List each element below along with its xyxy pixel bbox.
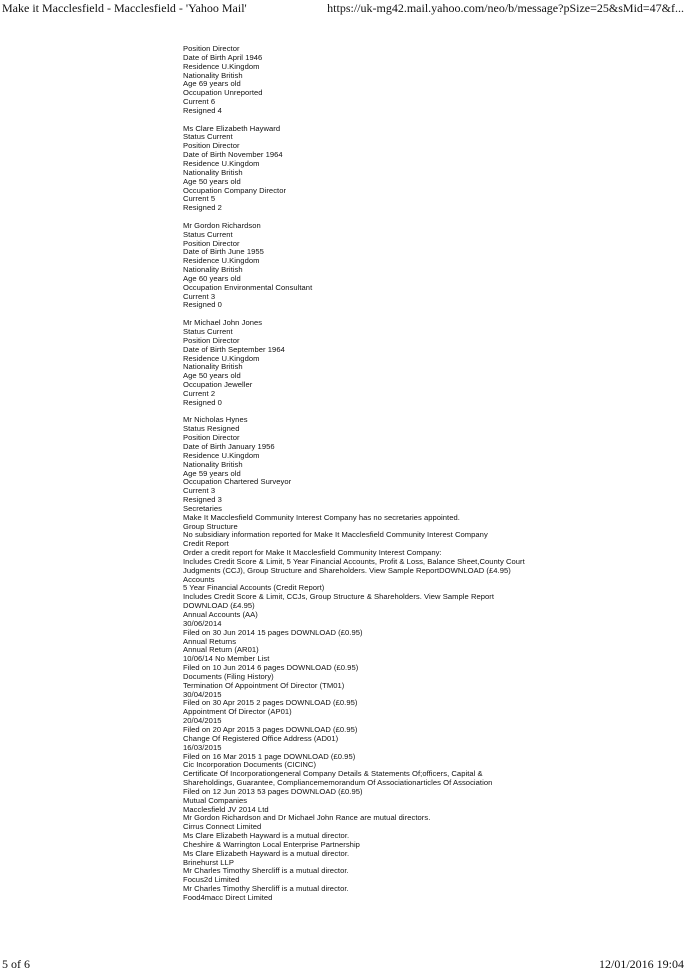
text-line: Residence U.Kingdom xyxy=(183,256,260,266)
text-line: Residence U.Kingdom xyxy=(183,353,260,363)
text-line: Order a credit report for Make It Macclesfield Community Interest Company: xyxy=(183,548,442,558)
text-line: Accounts xyxy=(183,574,215,584)
text-line: Appointment Of Director (AP01) xyxy=(183,707,292,717)
text-line: Mr Gordon Richardson xyxy=(183,220,261,230)
text-line: Age 50 years old xyxy=(183,176,241,186)
text-line: Filed on 16 Mar 2015 1 page DOWNLOAD (£0.95) xyxy=(183,751,356,761)
text-line: Documents (Filing History) xyxy=(183,671,274,681)
text-line: Resigned 0 xyxy=(183,397,222,407)
text-line: Residence U.Kingdom xyxy=(183,158,260,168)
text-line: Macclesfield JV 2014 Ltd xyxy=(183,804,269,814)
text-line: Date of Birth November 1964 xyxy=(183,150,283,160)
text-line: Mr Nicholas Hynes xyxy=(183,415,248,425)
text-line: Mr Gordon Richardson and Dr Michael John Rance are mutual directors. xyxy=(183,813,431,823)
text-line: Age 59 years old xyxy=(183,468,241,478)
text-line: Annual Return (AR01) xyxy=(183,645,259,655)
text-line: Ms Clare Elizabeth Hayward xyxy=(183,123,281,133)
text-line: DOWNLOAD (£4.95) xyxy=(183,601,255,611)
text-line: Resigned 0 xyxy=(183,300,222,310)
text-line: Cic Incorporation Documents (CICINC) xyxy=(183,760,317,770)
text-line: 10/06/14 No Member List xyxy=(183,654,270,664)
text-line: Shareholdings, Guarantee, Compliancememorandum Of Associationarticles Of Association xyxy=(183,778,493,788)
text-line: Ms Clare Elizabeth Hayward is a mutual director. xyxy=(183,848,350,858)
text-line: Nationality British xyxy=(183,459,243,469)
text-line: Termination Of Appointment Of Director (TM01) xyxy=(183,680,345,690)
text-line: Occupation Chartered Surveyor xyxy=(183,477,292,487)
text-line: Resigned 2 xyxy=(183,203,222,213)
text-line: Position Director xyxy=(183,238,240,248)
text-line: Nationality British xyxy=(183,167,243,177)
text-line: Cheshire & Warrington Local Enterprise Partnership xyxy=(183,839,360,849)
text-line: Group Structure xyxy=(183,521,238,531)
text-line: Filed on 10 Jun 2014 6 pages DOWNLOAD (£0.95) xyxy=(183,663,359,673)
text-line: Includes Credit Score & Limit, CCJs, Group Structure & Shareholders. View Sample Report xyxy=(183,592,495,602)
text-line: Position Director xyxy=(183,335,240,345)
print-footer xyxy=(0,957,686,972)
text-line: Status Resigned xyxy=(183,424,240,434)
page-title: Make it Macclesfield - Macclesfield - 'Yahoo Mail' xyxy=(2,1,247,15)
text-line: Annual Returns xyxy=(183,636,237,646)
text-line: 5 Year Financial Accounts (Credit Report) xyxy=(183,583,325,593)
text-line: Food4macc Direct Limited xyxy=(183,893,273,902)
text-line: Cirrus Connect Limited xyxy=(183,822,262,832)
text-line: Secretaries xyxy=(183,503,222,513)
text-line: Judgments (CCJ), Group Structure and Shareholders. View Sample ReportDOWNLOAD (£4.95) xyxy=(183,565,511,575)
text-line: Filed on 12 Jun 2013 53 pages DOWNLOAD (£0.95) xyxy=(183,786,363,796)
text-line: Mr Charles Timothy Shercliff is a mutual director. xyxy=(183,866,349,876)
page-url[interactable]: https://uk-mg42.mail.yahoo.com/neo/b/message?pSize=25&sMid=47&f... xyxy=(327,1,684,15)
text-line: Credit Report xyxy=(183,539,229,549)
text-line: Filed on 20 Apr 2015 3 pages DOWNLOAD (£0.95) xyxy=(183,724,358,734)
text-line: Focus2d Limited xyxy=(183,875,240,885)
text-line: Current 5 xyxy=(183,194,216,204)
text-line: 20/04/2015 xyxy=(183,716,222,726)
text-line: Current 3 xyxy=(183,486,216,496)
text-line: 30/06/2014 xyxy=(183,618,222,628)
print-header xyxy=(0,0,686,16)
document-body xyxy=(183,45,683,903)
text-line: Residence U.Kingdom xyxy=(183,450,260,460)
text-line: Nationality British xyxy=(183,265,243,275)
text-line: Occupation Company Director xyxy=(183,185,287,195)
text-line: Annual Accounts (AA) xyxy=(183,610,258,619)
text-line: Position Director xyxy=(183,44,240,53)
page-number: 5 of 6 xyxy=(2,957,30,971)
text-line: Certificate Of Incorporationgeneral Company Details & Statements Of;officers, Capital & xyxy=(183,769,483,779)
text-line: Nationality British xyxy=(183,362,243,372)
text-line: Mr Michael John Jones xyxy=(183,318,263,328)
text-line: Age 69 years old xyxy=(183,79,241,89)
print-datetime: 12/01/2016 19:04 xyxy=(598,957,684,971)
text-line: Occupation Environmental Consultant xyxy=(183,282,313,292)
text-line: 30/04/2015 xyxy=(183,689,222,699)
text-line: Mutual Companies xyxy=(183,795,248,805)
text-line: No subsidiary information reported for Make It Macclesfield Community Interest Company xyxy=(183,530,488,540)
text-line: Status Current xyxy=(183,327,233,336)
text-line: Status Current xyxy=(183,229,233,239)
text-line: Status Current xyxy=(183,132,233,142)
text-line: Date of Birth April 1946 xyxy=(183,52,263,62)
text-line: Position Director xyxy=(183,141,240,151)
text-line: Filed on 30 Jun 2014 15 pages DOWNLOAD (£0.95) xyxy=(183,627,363,637)
text-line: Brinehurst LLP xyxy=(183,857,234,867)
text-line: Position Director xyxy=(183,433,240,443)
spacer xyxy=(183,408,683,417)
text-line: Filed on 30 Apr 2015 2 pages DOWNLOAD (£0.95) xyxy=(183,698,358,708)
text-line: Date of Birth June 1955 xyxy=(183,247,264,257)
text-line: Date of Birth January 1956 xyxy=(183,441,275,451)
text-line: Date of Birth September 1964 xyxy=(183,344,285,354)
text-line: 16/03/2015 xyxy=(183,742,222,752)
text-line: Occupation Jeweller xyxy=(183,380,253,390)
text-line: Make It Macclesfield Community Interest Company has no secretaries appointed. xyxy=(183,512,460,522)
text-line: Resigned 3 xyxy=(183,495,222,505)
text-line: Occupation Unreported xyxy=(183,88,263,98)
text-line: Ms Clare Elizabeth Hayward is a mutual director. xyxy=(183,831,350,841)
text-line: Nationality British xyxy=(183,70,243,80)
text-line: Age 50 years old xyxy=(183,371,241,381)
text-line: Mr Charles Timothy Shercliff is a mutual director. xyxy=(183,884,349,894)
text-line: Change Of Registered Office Address (AD01) xyxy=(183,733,339,743)
text-line: Current 3 xyxy=(183,291,216,301)
text-line: Includes Credit Score & Limit, 5 Year Financial Accounts, Profit & Loss, Balance Sheet,County Court xyxy=(183,556,525,566)
text-line: Current 6 xyxy=(183,97,216,107)
text-line: Age 60 years old xyxy=(183,273,241,283)
text-line: Current 2 xyxy=(183,388,216,398)
text-line: Resigned 4 xyxy=(183,105,222,115)
text-line: Residence U.Kingdom xyxy=(183,61,260,71)
